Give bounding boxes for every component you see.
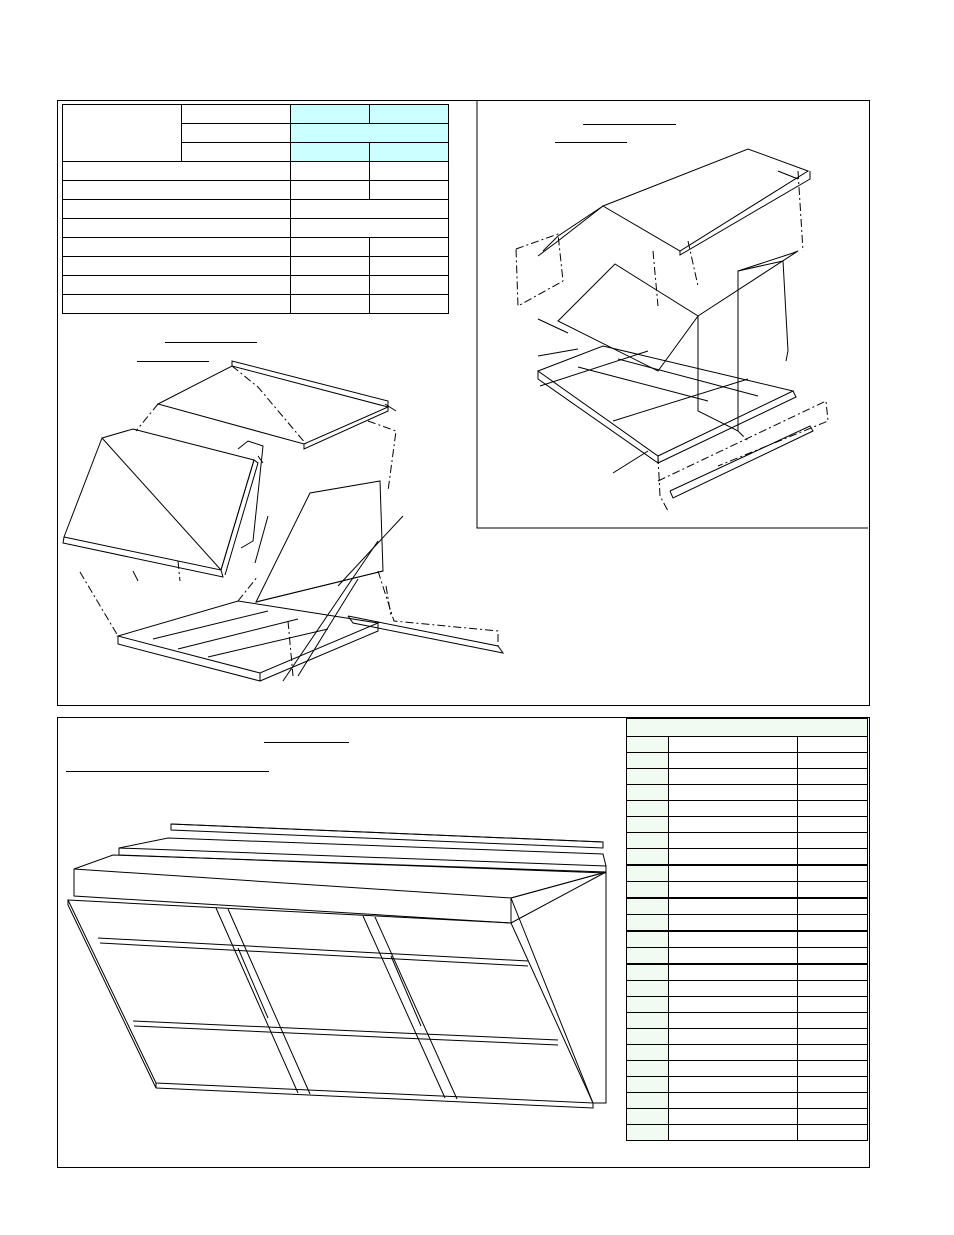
top-drawing-panel (57, 100, 870, 706)
right-exploded-view (58, 101, 871, 707)
assembled-hood-view (58, 718, 871, 1169)
bottom-drawing-panel (57, 717, 870, 1168)
